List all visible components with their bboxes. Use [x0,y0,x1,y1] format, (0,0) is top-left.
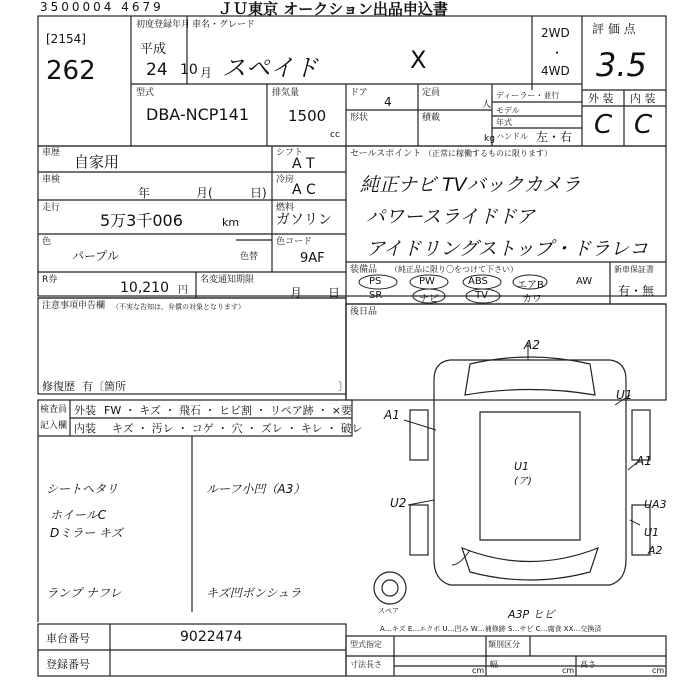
load-unit: kg [484,134,495,144]
history-label: 車歴 [42,148,61,158]
diagram-pen-marks [404,342,640,565]
car-diagram [374,357,650,604]
model-year-label-top: モデル [496,106,520,115]
score-value: 3.5 [596,46,647,84]
equip-ps: PS [369,276,382,287]
equip-sr: SR [369,290,383,301]
sale-points-label: セールスポイント [350,149,422,159]
model-label: 型式 [136,88,155,98]
mileage-unit: km [222,216,240,229]
shift-value: A T [292,156,315,172]
inspector-note-3: Dミラー キズ [50,526,123,540]
shift-label: シフト [276,148,304,158]
registration-month-unit: 月 [200,66,213,80]
entry-label: 記入欄 [40,421,68,431]
repair-value: 有〔箇所 [82,380,126,393]
color-label: 色 [42,237,52,247]
model-value: DBA-NCP141 [146,105,249,124]
car-grade: X [410,46,427,74]
mileage-label: 走行 [42,203,61,213]
displacement-value: 1500 [288,107,327,125]
equip-airbag: エアB [517,280,544,291]
width-label: 幅 [490,660,498,669]
exterior-items-label: 外装 [74,404,96,417]
inspector-note-2: ホイールC [50,508,107,522]
color-code: 9AF [300,251,325,266]
lot-code: [2154] [46,32,86,46]
reg-number-label: 登録番号 [46,658,90,671]
mileage-value: 5万3千006 [100,211,183,230]
displacement-label: 排気量 [272,88,300,98]
repair-label: 修復歴 [42,380,75,393]
history-value: 自家用 [74,153,120,171]
height-label: 高さ [580,660,596,669]
capacity-label: 定員 [422,88,441,98]
score-label: 評 価 点 [592,22,636,36]
warranty-value: 有・無 [618,284,655,298]
interior-score: C [634,110,653,140]
equip-pw: PW [419,276,435,287]
registration-label: 初度登録年月 [136,20,191,30]
sheet-title: ＪＵ東京 オークション出品申込書 [218,0,448,18]
shape-label: 形状 [350,113,369,123]
frame-number-value: 9022474 [180,629,243,645]
mark-a3-bottom: A3P ヒビ [508,608,555,621]
equip-navi: ナビ [419,294,439,305]
color-code-label: 色コード [276,237,313,247]
interior-items-label: 内装 [74,422,96,435]
equip-aw: AW [576,276,593,287]
class-label: 類別区分 [488,640,520,649]
cooler-value: A C [292,182,316,198]
cooler-label: 冷房 [276,175,295,185]
exterior-items: FW ・ キズ ・ 飛石 ・ ヒビ割 ・ リペア跡 ・ ×要 [104,404,352,417]
interior-items: キズ ・ 汚レ ・ コゲ ・ 穴 ・ ズレ ・ キレ ・ 破レ [112,422,363,435]
equipment-label: 装備品 [350,265,378,275]
after-fit-label: 後日品 [350,307,378,317]
spare-label: スペア [378,607,399,615]
color-change-label: 色替 [240,252,259,262]
mark-ua3: UA3 [644,498,667,511]
mark-a2-right: A2 [648,544,663,557]
handle-label: ハンドル [496,132,528,141]
registration-month: 10 [180,62,198,78]
lot-number: 262 [46,56,96,86]
dealer-label: ディーラー・並行 [496,91,560,100]
notes-sub-label: （不実な告知は、弁償の対象となります） [112,303,245,311]
registration-era: 平成 [140,42,167,57]
mark-a1-left: A1 [384,408,400,422]
drive-4wd: 4WD [541,64,570,78]
width-unit: cm [562,666,575,675]
handle-value: 左・右 [536,130,573,144]
recycle-label: R券 [42,275,58,285]
inspector-note-6: キズ凹ボンシュラ [206,586,302,600]
mark-u1-right: U1 [616,388,633,402]
mark-a2-top: A2 [524,338,540,352]
length-unit: cm [472,666,485,675]
model-year-label-bottom: 年式 [496,118,512,127]
height-unit: cm [652,666,665,675]
inspector-note-4: ルーフ小凹（A3） [206,482,306,496]
inspection-day: 日) [250,186,267,200]
transfer-day: 日 [328,286,341,300]
repair-close: 〕 [338,380,349,393]
mark-u2: U2 [390,496,407,510]
certified-label: 型式指定 [350,640,382,649]
barcode-number: 3500004 4679 [40,0,164,14]
mark-u1-center-sub: (ア) [514,476,532,487]
drive-dot: ・ [551,46,564,60]
equip-leather: カワ [522,294,542,305]
sale-point-3: アイドリングストップ・ドラレコ [366,238,649,260]
inspector-note-1: シートヘタリ [46,482,119,496]
drive-2wd: 2WD [541,26,570,40]
recycle-value: 10,210 [120,280,169,296]
damage-legend: A…キズ E…エクボ U…凹み W…補修跡 S…サビ C…腐食 XX…交換済 [380,625,602,633]
frame-number-label: 車台番号 [46,632,90,645]
interior-score-label: 内 装 [630,92,656,105]
inspection-month: 月( [196,186,213,200]
registration-year: 24 [146,60,168,80]
fuel-label: 燃料 [276,203,295,213]
exterior-score: C [594,110,613,140]
transfer-month: 月 [290,286,303,300]
color-value: パープル [72,249,119,263]
warranty-label: 新車保証書 [614,265,654,274]
capacity-unit: 人 [482,100,492,110]
equipment-sub-label: （純正品に限り〇をつけて下さい） [390,265,518,274]
doors-value: 4 [384,95,392,109]
doors-label: ドア [350,88,368,98]
length-label: 寸法長さ [350,660,382,669]
mark-u1-center: U1 [514,460,530,473]
load-label: 積載 [422,113,441,123]
transfer-label: 名変通知期限 [200,275,255,285]
inspection-year: 年 [138,186,151,200]
inspector-note-5: ランプ ナフレ [46,586,122,600]
sale-point-1: 純正ナビ TVバックカメラ [360,174,581,196]
equip-abs: ABS [468,276,488,287]
sale-points-sub-label: （正常に稼働するものに限ります） [424,149,552,158]
car-name: スペイド [222,54,318,82]
displacement-unit: cc [330,130,340,140]
sale-point-2: パワースライドドア [366,206,535,228]
inspector-label: 検査員 [40,405,68,415]
inspection-label: 車検 [42,175,61,185]
notes-label: 注意事項申告欄 [42,301,106,311]
fuel-value: ガソリン [276,212,332,228]
equip-tv: TV [475,290,488,301]
mark-a1-right: A1 [636,454,652,468]
recycle-unit: 円 [178,285,188,296]
exterior-score-label: 外 装 [588,92,614,105]
car-label: 車名・グレード [192,20,256,30]
mark-u1-mid: U1 [644,526,660,539]
